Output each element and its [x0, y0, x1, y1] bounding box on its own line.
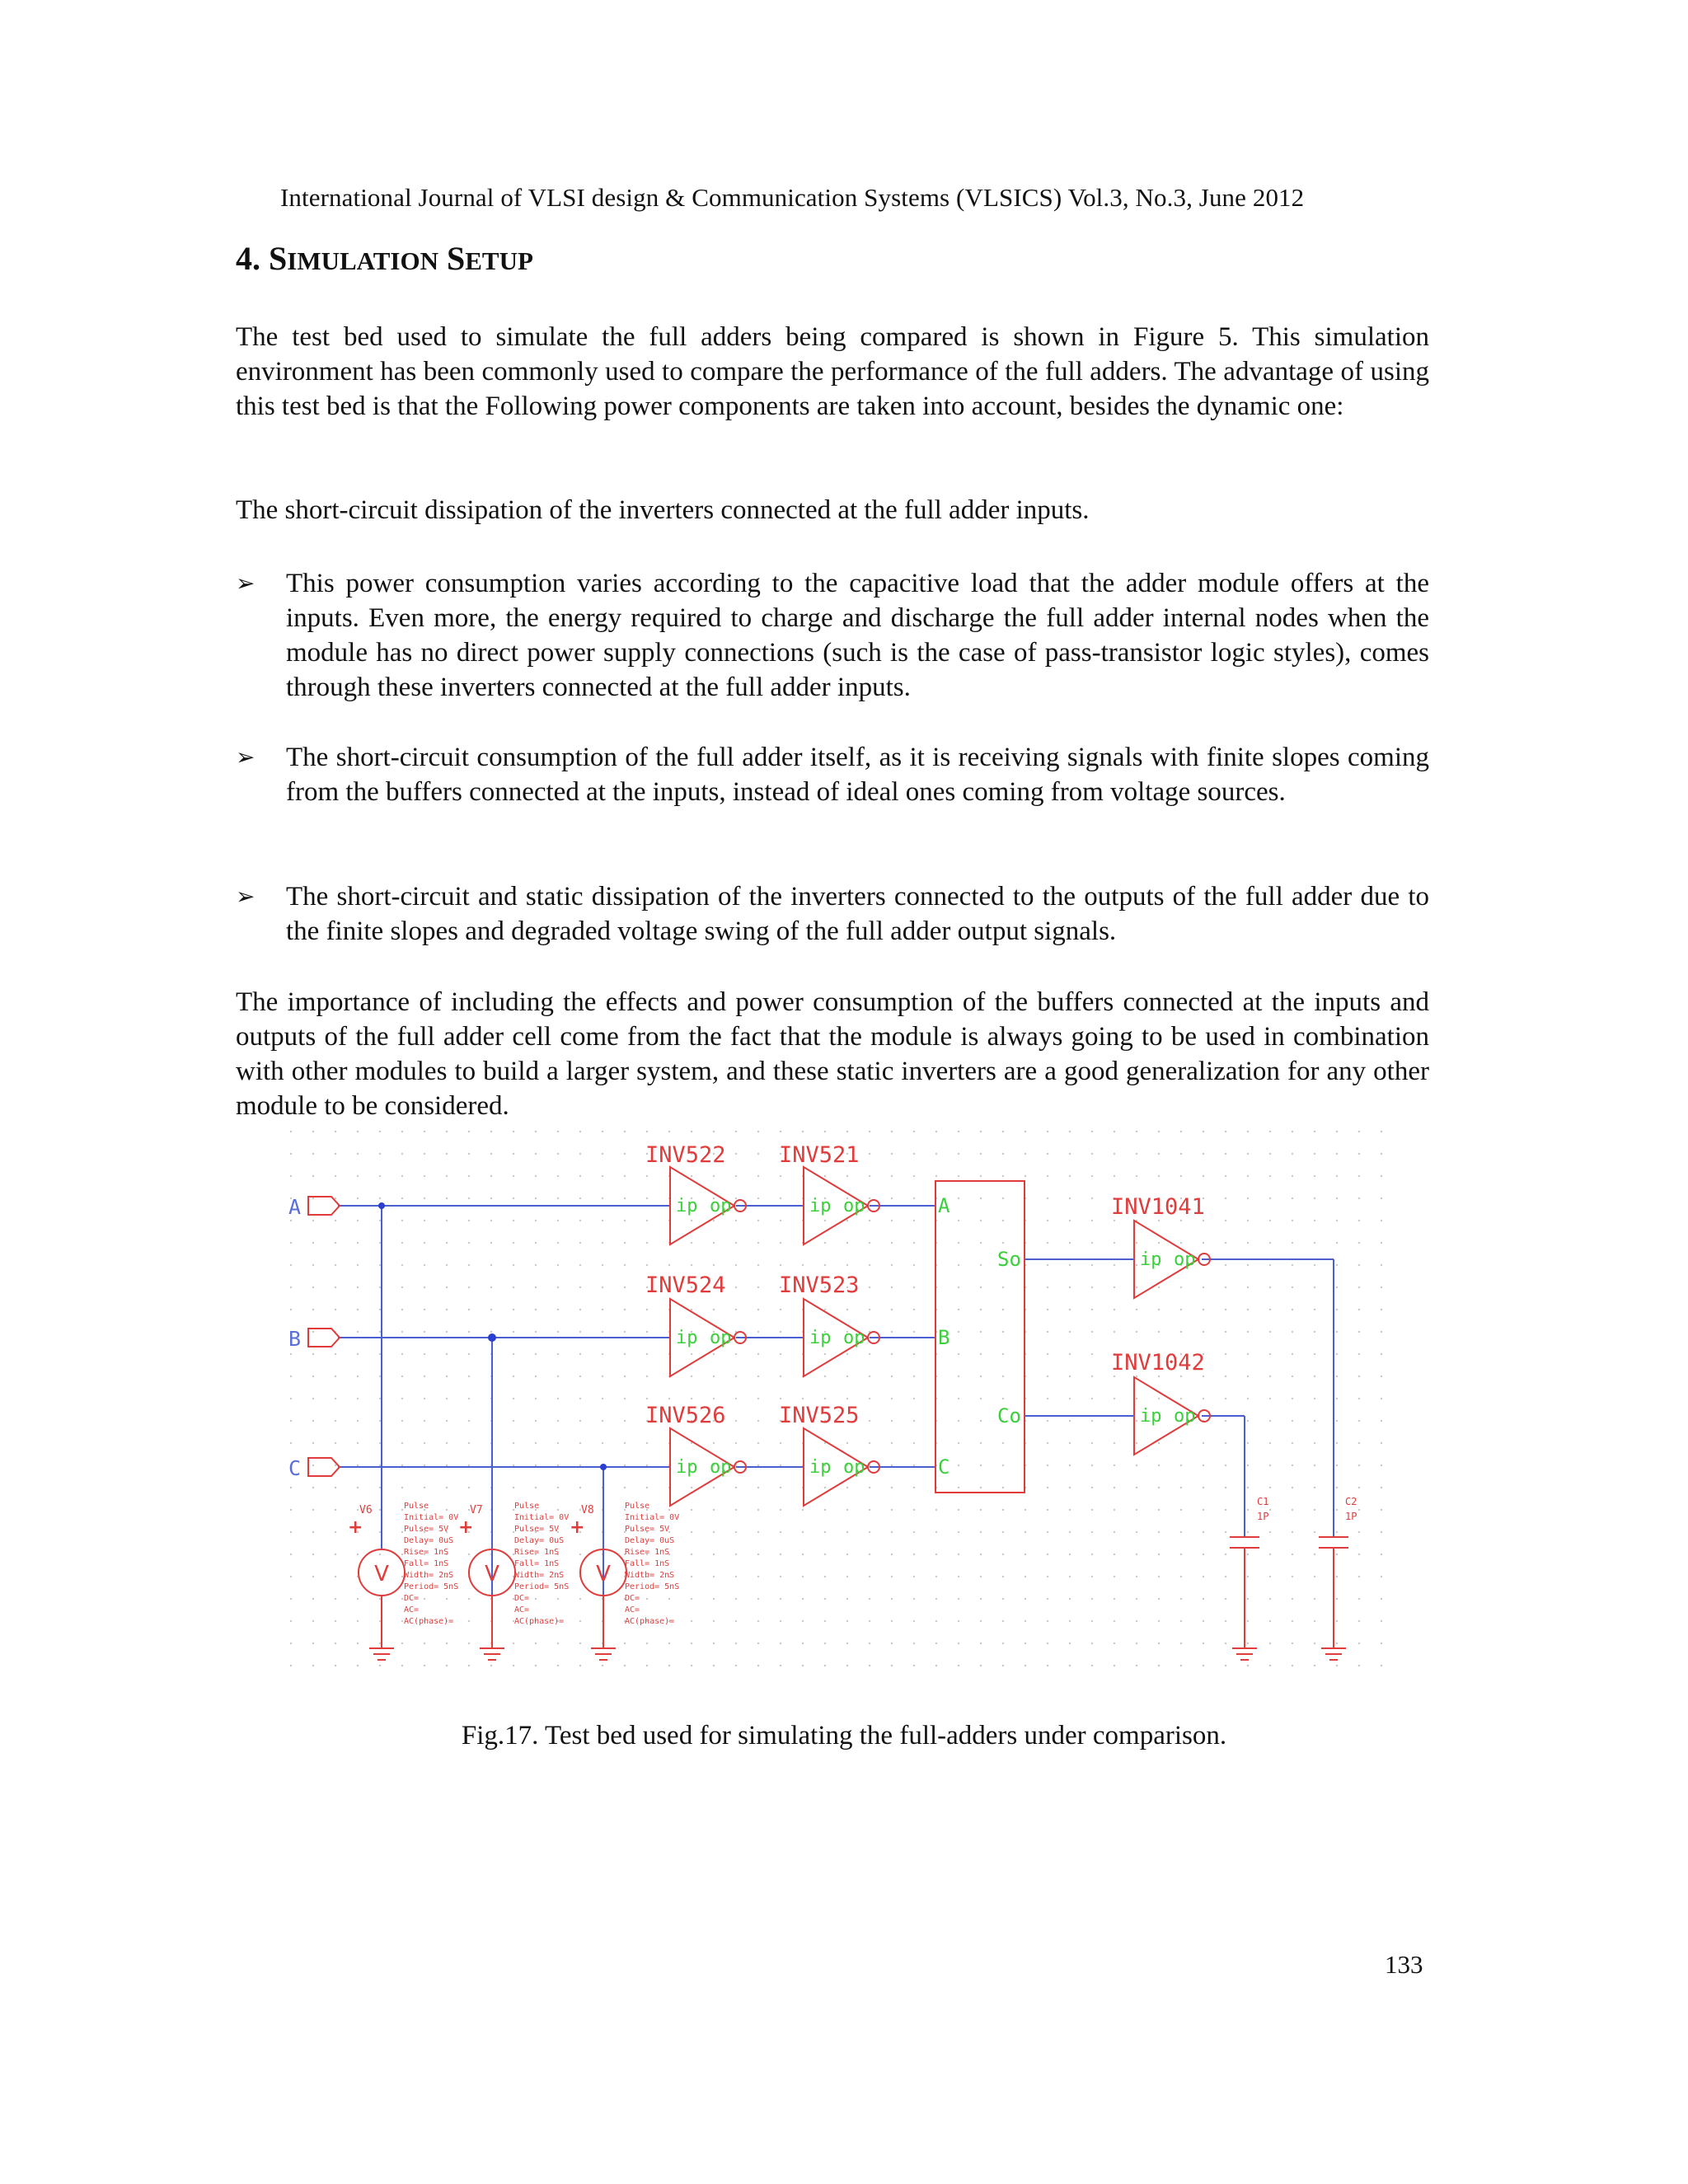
- pin-label-op: op: [843, 1328, 865, 1348]
- pin-label-op: op: [710, 1196, 732, 1216]
- bullet-text: This power consumption varies according to the capacitive load that the adder module offers at the inputs. Even more, the energy required to charge and discharge the full adder internal nodes when the module has no direct power supply connections (such is the case of pass-transistor logic styles), comes through these inverters connected at the full adder inputs.: [286, 569, 1429, 702]
- bullet-item: [236, 879, 1429, 949]
- pin-label-op: op: [843, 1196, 865, 1216]
- pulse-parameter-line: Fall= 1nS: [404, 1559, 449, 1568]
- pin-label-ip: ip: [676, 1328, 698, 1348]
- importance-paragraph: The importance of including the effects and power consumption of the buffers connected at the inputs and outputs of the full adder cell come from the fact that the module is always going to be used in combination with other modules to build a larger system, and these static inverters are a good generalization for any other module to be considered.: [236, 987, 1429, 1121]
- inverter-label: INV522: [645, 1142, 726, 1168]
- inverter-label: INV526: [645, 1403, 726, 1428]
- pulse-parameter-line: Delay= 0uS: [404, 1536, 454, 1545]
- input-label-a: A: [288, 1195, 302, 1219]
- journal-header: International Journal of VLSI design & Communication Systems (VLSICS) Vol.3, No.3, June 2012: [280, 183, 1305, 212]
- junction-dot: [488, 1333, 496, 1342]
- source-symbol: V: [596, 1562, 611, 1586]
- page-number: 133: [1385, 1950, 1423, 1979]
- adder-pin-co: Co: [997, 1404, 1021, 1427]
- pulse-parameter-line: AC(phase)=: [404, 1617, 454, 1626]
- pin-label-ip: ip: [809, 1328, 832, 1348]
- capacitor-value: 1P: [1345, 1511, 1357, 1522]
- pin-label-ip: ip: [676, 1457, 698, 1478]
- pulse-parameter-line: AC=: [404, 1605, 420, 1615]
- pin-label-op: op: [843, 1457, 865, 1478]
- source-label: V6: [359, 1504, 373, 1516]
- pulse-parameter-line: Pulse: [404, 1502, 429, 1511]
- inverter-label: INV523: [779, 1272, 860, 1298]
- source-plus: +: [570, 1517, 585, 1538]
- pulse-parameter-line: Period= 5nS: [404, 1582, 459, 1591]
- bullet-text: The short-circuit and static dissipation of the inverters connected to the outputs of the full adder due to the finite slopes and degraded voltage swing of the full adder output signals.: [286, 882, 1429, 946]
- figure-caption: Fig.17. Test bed used for simulating the full-adders under comparison.: [461, 1721, 1227, 1750]
- pulse-parameter-line: DC=: [514, 1594, 530, 1603]
- pin-label-op: op: [1174, 1249, 1196, 1270]
- pulse-parameter-line: Rise= 1nS: [625, 1548, 670, 1557]
- source-plus: +: [458, 1517, 474, 1538]
- pulse-parameter-line: Pulse= 5V: [514, 1525, 560, 1534]
- adder-pin-b: B: [938, 1326, 950, 1349]
- pin-label-ip: ip: [1140, 1406, 1162, 1427]
- adder-pin-so: So: [997, 1248, 1021, 1271]
- section-title-rest-1: IMULATION: [287, 246, 438, 275]
- pulse-parameter-line: Delay= 0uS: [625, 1536, 675, 1545]
- pulse-parameter-line: AC(phase)=: [514, 1617, 565, 1626]
- input-label-c: C: [288, 1456, 302, 1480]
- capacitor-name: C1: [1257, 1496, 1269, 1507]
- bullet-arrow-icon: ➢: [236, 743, 256, 771]
- pulse-parameter-line: Period= 5nS: [625, 1582, 680, 1591]
- adder-pin-a: A: [938, 1194, 950, 1217]
- pulse-parameter-line: Pulse= 5V: [404, 1525, 449, 1534]
- pulse-parameter-line: Rise= 1nS: [514, 1548, 560, 1557]
- bullet-arrow-icon: ➢: [236, 883, 256, 910]
- test-bed-schematic: [280, 1121, 1385, 1681]
- pulse-parameter-line: Delay= 0uS: [514, 1536, 565, 1545]
- pulse-parameter-line: Pulse= 5V: [625, 1525, 670, 1534]
- pulse-parameter-line: DC=: [625, 1594, 640, 1603]
- section-title: [236, 239, 533, 278]
- inverter-label: INV524: [645, 1272, 726, 1298]
- junction-dot: [378, 1202, 385, 1209]
- pulse-parameter-line: Width= 2nS: [625, 1571, 675, 1580]
- pin-label-op: op: [710, 1457, 732, 1478]
- bullet-arrow-icon: ➢: [236, 569, 256, 597]
- pulse-parameter-line: Pulse: [625, 1502, 650, 1511]
- source-symbol: V: [485, 1562, 499, 1586]
- pulse-parameter-line: Pulse: [514, 1502, 540, 1511]
- source-plus: +: [348, 1517, 363, 1538]
- pulse-parameter-line: DC=: [404, 1594, 420, 1603]
- pulse-parameter-line: Period= 5nS: [514, 1582, 570, 1591]
- pulse-parameter-line: Width= 2nS: [404, 1571, 454, 1580]
- source-label: V7: [470, 1504, 483, 1516]
- pin-label-ip: ip: [809, 1457, 832, 1478]
- pulse-parameter-line: Rise= 1nS: [404, 1548, 449, 1557]
- capacitor-value: 1P: [1257, 1511, 1269, 1522]
- pin-label-op: op: [710, 1328, 732, 1348]
- input-label-b: B: [288, 1327, 302, 1351]
- pulse-parameter-line: AC(phase)=: [625, 1617, 675, 1626]
- section-title-rest-2: ETUP: [465, 246, 533, 275]
- capacitor-name: C2: [1345, 1496, 1357, 1507]
- pulse-parameter-line: Initial= 0V: [625, 1513, 680, 1522]
- pin-label-ip: ip: [676, 1196, 698, 1216]
- inverter-label: INV525: [779, 1403, 860, 1428]
- bullet-item: [236, 740, 1429, 809]
- pin-label-ip: ip: [809, 1196, 832, 1216]
- bullet-item: [236, 566, 1429, 705]
- pin-label-ip: ip: [1140, 1249, 1162, 1270]
- inverter-label: INV1041: [1111, 1194, 1205, 1220]
- pulse-parameter-line: Initial= 0V: [514, 1513, 570, 1522]
- pulse-parameter-line: AC=: [625, 1605, 640, 1615]
- inverter-label: INV1042: [1111, 1350, 1205, 1376]
- short-circuit-paragraph: The short-circuit dissipation of the inverters connected at the full adder inputs.: [236, 495, 1090, 525]
- source-label: V8: [581, 1504, 594, 1516]
- source-symbol: V: [374, 1562, 389, 1586]
- intro-paragraph: The test bed used to simulate the full adders being compared is shown in Figure 5. This simulation environment has been commonly used to compare the performance of the full adders. The advantage of using this test bed is that the Following power components are taken into account, besides the dynamic one:: [236, 322, 1429, 421]
- pulse-parameter-line: AC=: [514, 1605, 530, 1615]
- pulse-parameter-line: Fall= 1nS: [514, 1559, 560, 1568]
- pin-label-op: op: [1174, 1406, 1196, 1427]
- adder-pin-c: C: [938, 1455, 950, 1479]
- junction-dot: [600, 1464, 607, 1470]
- inverter-label: INV521: [779, 1142, 860, 1168]
- pulse-parameter-line: Fall= 1nS: [625, 1559, 670, 1568]
- section-title-cap-1: S: [269, 240, 288, 277]
- section-number: 4.: [236, 240, 260, 277]
- pulse-parameter-line: Initial= 0V: [404, 1513, 459, 1522]
- section-title-cap-2: S: [446, 240, 466, 277]
- pulse-parameter-line: Width= 2nS: [514, 1571, 565, 1580]
- bullet-text: The short-circuit consumption of the full adder itself, as it is receiving signals with finite slopes coming from the buffers connected at the inputs, instead of ideal ones coming from voltage sources.: [286, 743, 1429, 807]
